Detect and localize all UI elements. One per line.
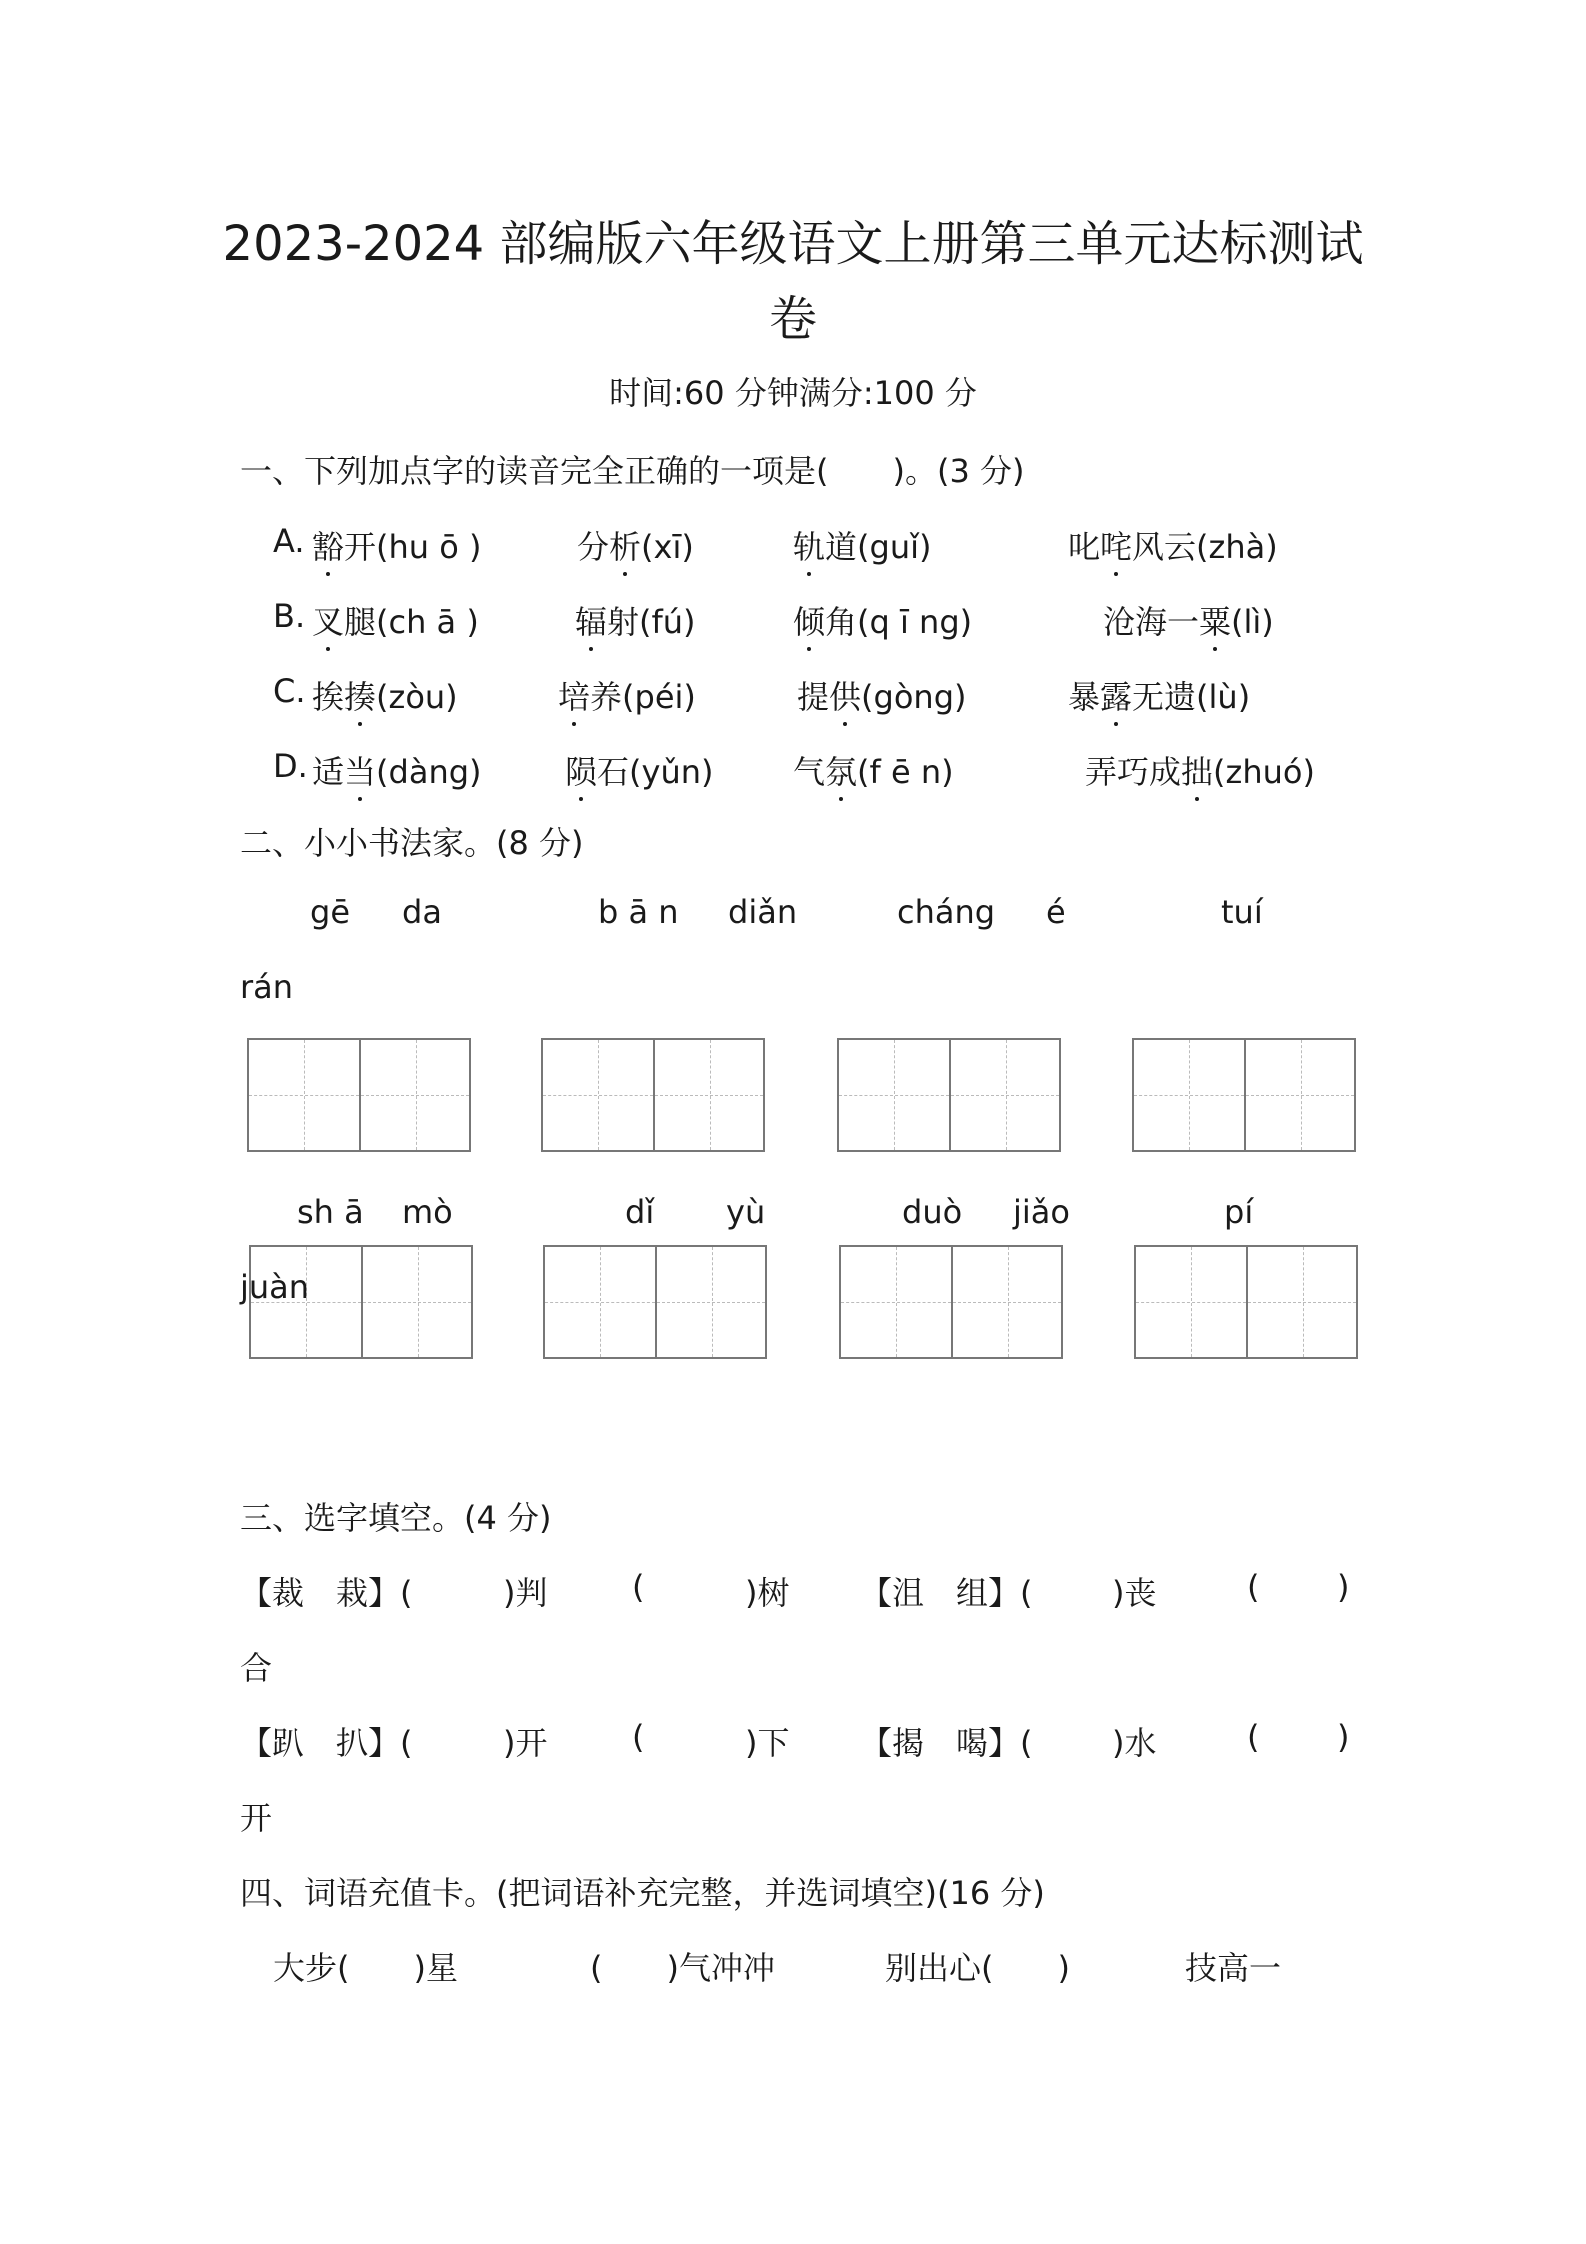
pinyin: rán bbox=[240, 968, 294, 1006]
dotted-character: 辐 bbox=[575, 597, 607, 643]
dotted-character: 露 bbox=[1100, 672, 1132, 718]
q1-option-word bbox=[793, 597, 972, 643]
q3-text: 开 bbox=[240, 1799, 273, 1837]
q3-text: ) bbox=[1337, 1568, 1350, 1606]
q3-text: ( bbox=[1247, 1718, 1260, 1756]
word-prefix: 气 bbox=[793, 753, 826, 791]
q1-option-word bbox=[797, 672, 966, 718]
writing-grid[interactable] bbox=[837, 1038, 1061, 1152]
q1-option-word bbox=[575, 597, 696, 643]
dotted-character: 拙 bbox=[1181, 747, 1213, 793]
q1-option-word bbox=[1085, 747, 1315, 793]
q3-text: ( bbox=[1247, 1568, 1260, 1606]
q1-option-word bbox=[577, 522, 694, 568]
word-prefix: 沧海一 bbox=[1103, 603, 1200, 641]
dotted-character: 倾 bbox=[793, 597, 825, 643]
word-prefix: 暴 bbox=[1068, 678, 1101, 716]
q3-text: )树 bbox=[745, 1574, 790, 1612]
word-prefix: 适 bbox=[312, 753, 345, 791]
exam-meta: 时间:60 分钟满分:100 分 bbox=[609, 374, 977, 412]
pinyin: pí bbox=[1224, 1193, 1254, 1231]
word-suffix-pinyin: 腿(ch ā ) bbox=[344, 603, 479, 641]
dotted-character: 轨 bbox=[793, 522, 825, 568]
word-prefix: 分 bbox=[577, 528, 610, 566]
q1-option-letter: D. bbox=[273, 747, 308, 785]
pinyin: juàn bbox=[240, 1268, 310, 1306]
q3-text: 【裁 栽】( bbox=[240, 1574, 413, 1612]
q1-option-word bbox=[312, 522, 481, 568]
writing-grid[interactable] bbox=[1134, 1245, 1358, 1359]
pinyin: cháng bbox=[897, 893, 996, 931]
dotted-character: 粟 bbox=[1199, 597, 1231, 643]
word-prefix: 弄巧成 bbox=[1085, 753, 1182, 791]
writing-grid[interactable] bbox=[247, 1038, 471, 1152]
pinyin: jiǎo bbox=[1013, 1193, 1070, 1231]
q4-item: 大步( )星 bbox=[273, 1949, 458, 1987]
pinyin: sh ā bbox=[297, 1193, 364, 1231]
dotted-character: 培 bbox=[558, 672, 590, 718]
word-suffix-pinyin: 道(guǐ) bbox=[825, 528, 932, 566]
page-title: 2023-2024 部编版六年级语文上册第三单元达标测试 bbox=[222, 216, 1364, 272]
pinyin: dǐ bbox=[625, 1193, 655, 1231]
q3-text: )下 bbox=[745, 1724, 790, 1762]
word-suffix-pinyin: 角(q ī ng) bbox=[825, 603, 973, 641]
q2-heading: 二、小小书法家。(8 分) bbox=[240, 824, 584, 862]
q3-text: 【揭 喝】( bbox=[860, 1724, 1033, 1762]
pinyin: tuí bbox=[1221, 893, 1263, 931]
q1-option-letter: C. bbox=[273, 672, 306, 710]
q4-heading: 四、词语充值卡。(把词语补充完整，并选词填空)(16 分) bbox=[240, 1874, 1045, 1912]
q3-text: ( bbox=[632, 1718, 645, 1756]
pinyin: b ā n bbox=[598, 893, 679, 931]
word-suffix-pinyin: 石(yǔn) bbox=[597, 753, 714, 791]
pinyin: duò bbox=[902, 1193, 963, 1231]
q3-text: ( bbox=[632, 1568, 645, 1606]
q3-text: )开 bbox=[503, 1724, 548, 1762]
pinyin: gē bbox=[310, 893, 350, 931]
q1-option-word bbox=[565, 747, 714, 793]
word-suffix-pinyin: 无遗(lù) bbox=[1132, 678, 1251, 716]
dotted-character: 析 bbox=[609, 522, 641, 568]
q1-option-word bbox=[1068, 522, 1278, 568]
pinyin: mò bbox=[402, 1193, 453, 1231]
q3-text: ) bbox=[1337, 1718, 1350, 1756]
word-suffix-pinyin: (zòu) bbox=[376, 678, 458, 716]
q3-text: 合 bbox=[240, 1649, 273, 1687]
q1-option-word bbox=[312, 747, 482, 793]
q1-option-word bbox=[793, 747, 954, 793]
q1-option-word bbox=[1068, 672, 1250, 718]
word-prefix: 挨 bbox=[312, 678, 345, 716]
word-prefix: 提 bbox=[797, 678, 830, 716]
word-suffix-pinyin: 开(hu ō ) bbox=[344, 528, 482, 566]
q1-option-word bbox=[312, 597, 479, 643]
word-suffix-pinyin: (gòng) bbox=[861, 678, 967, 716]
dotted-character: 当 bbox=[344, 747, 376, 793]
writing-grid[interactable] bbox=[543, 1245, 767, 1359]
word-prefix: 叱 bbox=[1068, 528, 1101, 566]
pinyin: diǎn bbox=[728, 893, 798, 931]
word-suffix-pinyin: (zhuó) bbox=[1213, 753, 1315, 791]
q4-item: ( )气冲冲 bbox=[590, 1949, 775, 1987]
q1-option-word bbox=[1103, 597, 1274, 643]
pinyin: da bbox=[402, 893, 442, 931]
dotted-character: 氛 bbox=[825, 747, 857, 793]
q1-option-word bbox=[793, 522, 931, 568]
q1-option-word bbox=[558, 672, 696, 718]
q1-option-letter: A. bbox=[273, 522, 305, 560]
word-suffix-pinyin: (xī) bbox=[641, 528, 694, 566]
q1-option-word bbox=[312, 672, 458, 718]
page-title-line2: 卷 bbox=[768, 291, 817, 347]
word-suffix-pinyin: (lì) bbox=[1231, 603, 1274, 641]
writing-grid[interactable] bbox=[839, 1245, 1063, 1359]
pinyin: yù bbox=[726, 1193, 766, 1231]
word-suffix-pinyin: 射(fú) bbox=[607, 603, 696, 641]
pinyin: é bbox=[1046, 893, 1066, 931]
word-suffix-pinyin: 风云(zhà) bbox=[1132, 528, 1278, 566]
q1-heading: 一、下列加点字的读音完全正确的一项是( )。(3 分) bbox=[240, 452, 1025, 490]
word-suffix-pinyin: (dàng) bbox=[376, 753, 482, 791]
writing-grid[interactable] bbox=[1132, 1038, 1356, 1152]
q4-item: 技高一 bbox=[1185, 1949, 1282, 1987]
q3-text: )判 bbox=[503, 1574, 548, 1612]
q3-text: )水 bbox=[1112, 1724, 1157, 1762]
q4-item: 别出心( ) bbox=[885, 1949, 1070, 1987]
q3-text: 【沮 组】( bbox=[860, 1574, 1033, 1612]
word-suffix-pinyin: 养(péi) bbox=[590, 678, 696, 716]
dotted-character: 揍 bbox=[344, 672, 376, 718]
dotted-character: 陨 bbox=[565, 747, 597, 793]
q1-option-letter: B. bbox=[273, 597, 306, 635]
dotted-character: 豁 bbox=[312, 522, 344, 568]
dotted-character: 供 bbox=[829, 672, 861, 718]
dotted-character: 咤 bbox=[1100, 522, 1132, 568]
q3-text: )丧 bbox=[1112, 1574, 1157, 1612]
q3-heading: 三、选字填空。(4 分) bbox=[240, 1499, 552, 1537]
dotted-character: 叉 bbox=[312, 597, 344, 643]
q3-text: 【趴 扒】( bbox=[240, 1724, 413, 1762]
word-suffix-pinyin: (f ē n) bbox=[857, 753, 954, 791]
writing-grid[interactable] bbox=[541, 1038, 765, 1152]
